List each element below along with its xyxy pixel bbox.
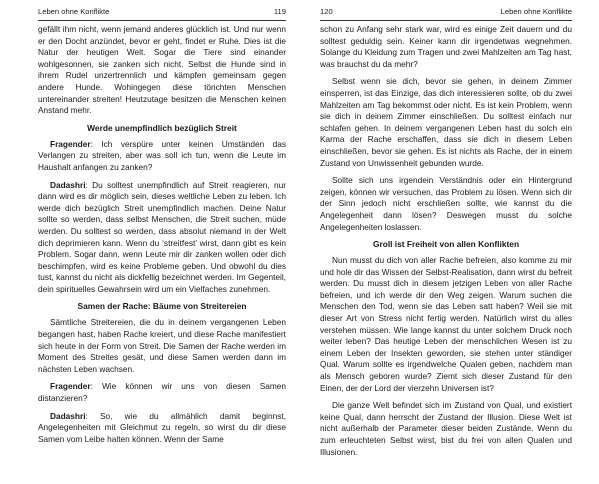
left-question-1-speaker: Fragender [50,138,91,149]
left-paragraph-1: gefällt ihm nicht, wenn jemand anderes glücklich ist. Und nur wenn er den Docht anzündet, bevor er geht, findet er Ruhe. Dies ist die Natur der heutigen Welt. Sogar die Tiere sind einander wohlgesonnen, sie zanken sich nicht. Selbst die Hunde sind in ihrem Rudel unzertrennlich und kämpfen gemeinsam gegen andere Hunde. Wohingegen diese törichten Menschen untereinander streiten! Heutzutage besitzen die Menschen keinen Anstand mehr. [38,24,286,116]
left-question-2-speaker: Fragender [50,381,91,392]
left-body-text [38,24,286,445]
right-running-header [320,6,572,21]
right-paragraph-5: Die ganze Welt befindet sich im Zustand von Qual, und existiert keine Qual, dann herrscht der Zustand der Illusion. Diese Welt ist nicht außerhalb der Parameter dieser beiden Zustände. Wenn du zum erleuchteten Selbst wirst, bist du frei von allen Qualen und Illusionen. [320,400,572,457]
right-page [320,0,572,484]
left-page [38,0,286,484]
right-page-number: 120 [320,7,333,16]
left-question-1-text: : Ich verspüre unter keinen Umständen das Verlangen zu streiten, aber was soll ich tun, wenn die Leute im Haushalt anfangen zu zanken? [38,138,286,172]
left-heading-2: Samen der Rache: Bäume von Streitereien [77,301,247,312]
right-body-text [320,24,572,458]
left-answer-2 [38,411,286,446]
left-running-header [38,6,286,21]
right-paragraph-3: Sollte sich uns irgendein Verständnis oder ein Hintergrund zeigen, können wir versuchen, das Problem zu lösen. Wenn sich dir der Sinn jedoch nicht erschließen sollte, wie kannst du die Angelegenheit dann lösen? Deswegen musst du solche Angelegenheiten loslassen. [320,175,572,232]
left-answer-2-text: : So, wie du allmählich damit beginnst, Angelegenheiten mit Gleichmut zu regeln, so wirst du dir diese Samen vom Leibe halten können. Wenn der Same [38,410,286,444]
left-answer-1-speaker: Dadashri [50,179,86,190]
left-paragraph-2: Sämtliche Streitereien, die du in deinem vergangenen Leben begangen hast, haben Rache kreiert, und diese Rache manifestiert sich heute in der Form von Streit. Die Samen der Rache werden im Moment des Streites gesät, und diese Samen werden dann im nächsten Leben wachsen. [38,317,286,374]
left-heading-1: Werde unempfindlich bezüglich Streit [87,122,237,133]
left-question-2-text: : Wie können wir uns von diesen Samen distanzieren? [38,381,286,404]
right-paragraph-1: schon zu Anfang sehr stark war, wird es einige Zeit dauern und du solltest geduldig sein. Keiner kann dir irgendetwas wegnehmen. Solange du Kleidung zum Tragen und zwei Mahlzeiten am Tag hast, was brauchst du da mehr? [320,24,572,69]
left-question-1 [38,139,286,174]
right-running-title: Leben ohne Konflikte [500,7,572,16]
left-answer-2-speaker: Dadashri [50,410,86,421]
right-paragraph-2: Selbst wenn sie dich, bevor sie gehen, in deinem Zimmer einsperren, ist das Einzige, das dich interessieren sollte, ob du zwei Mahlzeiten am Tag bekommst oder nicht. Es ist kein Problem, wenn sie dich in deinem Zimmer einschließen. Du solltest einfach nur schlafen gehen. In deinem vergangenen Leben hast du solch ein Karma der Rache erschaffen, dass sie dich in diesem Leben einschließen, bevor sie gehen. Es ist nichts als Rache, der in einem Zustand von Unwissenheit gebunden wurde. [320,76,572,168]
left-answer-1 [38,180,286,296]
left-answer-1-text: : Du solltest unempfindlich auf Streit reagieren, nur dann wird es dir möglich sein, dieses weltliche Leben zu leben. Ich werde dich bezüglich Streit unempfindlich machen. Deine Natur sollte so werden, dass selbst Menschen, die Streit suchen, müde werden. Du solltest so werden, dass absolut niemand in der Welt dich deprimieren kann. Wenn du ‘streitfest’ wirst, dann gibt es kein Problem. Sogar dann, wenn Leute mir dir zanken wollen oder dich beschimpfen, wird es keine Probleme geben. Und obwohl du dies tust, kannst du nicht als dickfellig bezeichnet werden. Im Gegenteil, dein spirituelles Gewahrsein wird um ein Vielfaches zunehmen. [38,179,286,294]
right-paragraph-4: Nun musst du dich von aller Rache befreien, also komme zu mir und hole dir das Wissen der Selbst-Realisation, dann wirst du befreit werden. Du musst dich in diesem jetzigen Leben von aller Rache befreien, und ich werde dir den Weg zeigen. Warum suchen die Menschen den Tod, wenn sie das Leben satt haben? Weil sie mit dieser Art von Stress nicht fertig werden. Natürlich wirst du alles verstehen müssen. Wie lange kannst du unter solchem Druck noch weiter leben? Das heutige Leben der menschlichen Wesen ist zu einem Leben der Insekten geworden, sie stehen unter ständiger Qual. Warum sollte es irgendwelche Qualen geben, nachdem man als Mensch geboren wurde? Ziemt sich dieser Zustand für den Einen, der der Lord der vierzehn Universen ist? [320,255,572,393]
right-heading-1: Groll ist Freiheit von allen Konflikten [372,239,520,250]
left-running-title: Leben ohne Konflikte [38,7,110,16]
left-page-number: 119 [273,7,286,16]
left-question-2 [38,381,286,404]
